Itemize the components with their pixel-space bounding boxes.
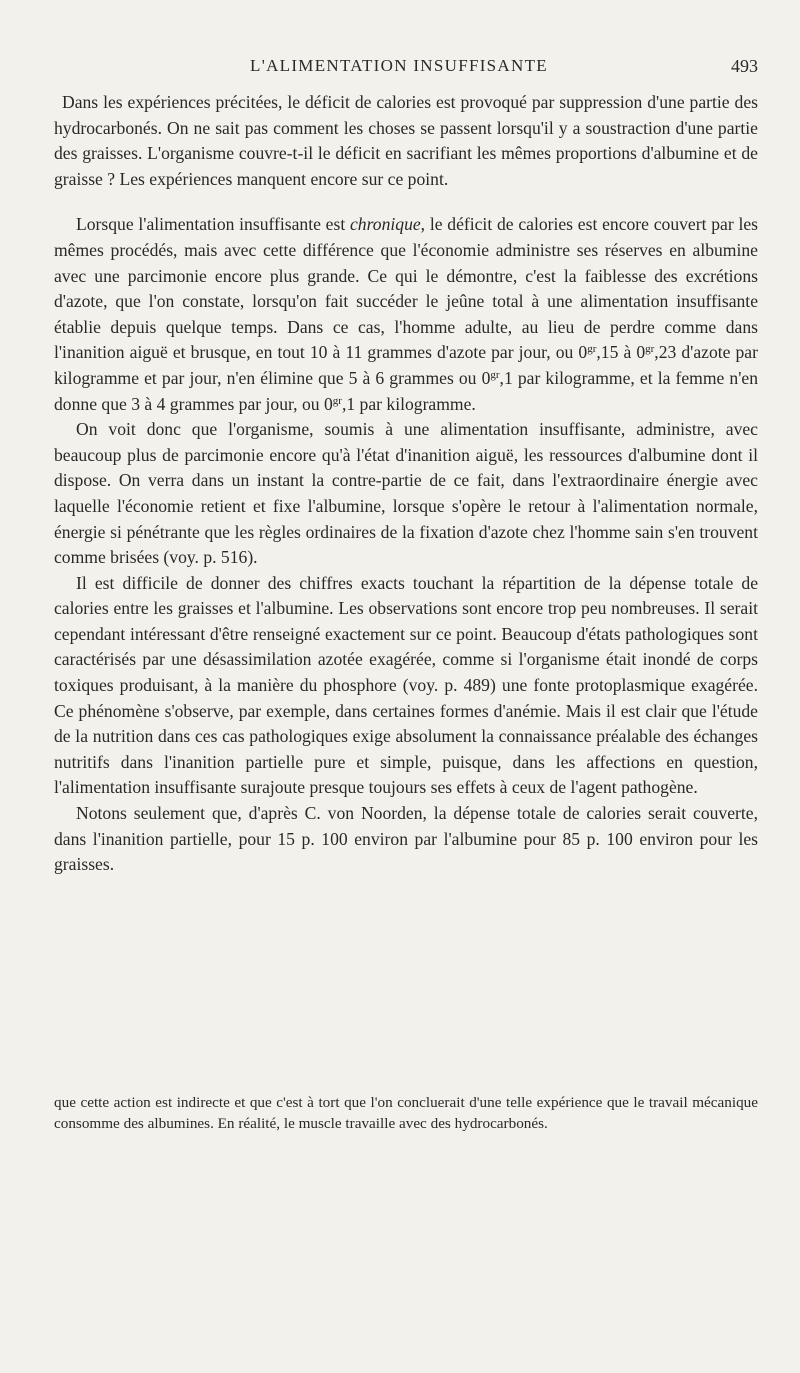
- main-text: [54, 90, 758, 878]
- page-number: 493: [731, 56, 758, 76]
- unit-superscript: gr: [645, 343, 655, 356]
- text-run: ,15 à 0: [596, 342, 646, 363]
- text-run: ,1 par kilogramme, et la femme n'en donne que 3 à 4 grammes par jour, ou 0: [54, 367, 759, 414]
- unit-superscript: gr: [490, 368, 500, 381]
- text-run: ,23 d'azote par kilogramme et par jour, n'en élimine que 5 à 6 grammes ou 0: [54, 342, 758, 388]
- emphasis: chronique: [349, 214, 421, 235]
- running-title: L'ALIMENTATION INSUFFISANTE: [250, 56, 548, 75]
- footnote: que cette action est indirecte et que c'est à tort que l'on concluerait d'une telle expérience que le travail mécanique consomme des albumines. En réalité, le muscle travaille avec des hydrocarbonés.: [54, 1094, 758, 1132]
- paragraph: Notons seulement que, d'après C. von Noorden, la dépense totale de calories serait couverte, dans l'inanition partielle, pour 15 p. 100 environ par l'albumine pour 85 p. 100 environ pour les graisses.: [54, 803, 758, 875]
- text-run: ,1 par kilogramme.: [341, 393, 476, 414]
- text-run: Lorsque l'alimentation insuffisante est: [76, 214, 350, 235]
- text-run: , le déficit de calories est encore couvert par les mêmes procédés, mais avec cette différence que l'économie administre ses réserves en albumine avec une parcimonie encore plus grande. Ce qui le démontre, c'est la faiblesse des excrétions d'azote, que l'on constate, lorsqu'on fait succéder le jeûne total à une alimentation insuffisante établie depuis quelque temps. Dans ce cas, l'homme adulte, au lieu de perdre comme dans l'inanition aiguë et brusque, en tout 10 à 11 grammes d'azote par jour, ou 0: [54, 214, 758, 363]
- unit-superscript: gr: [587, 343, 597, 356]
- page-header: [40, 56, 758, 82]
- paragraph: On voit donc que l'organisme, soumis à une alimentation insuffisante, administre, avec beaucoup plus de parcimonie encore qu'à l'état d'inanition aiguë, les ressources d'albumine dont il dispose. On verra dans un instant la contre-partie de ce fait, dans l'extraordinaire énergie avec laquelle l'économie retient et fixe l'albumine, lorsque s'opère le retour à l'alimentation normale, énergie si pénétrante que les règles ordinaires de la fixation d'azote chez l'homme sain s'en trouvent comme brisées (voy. p. 516).: [54, 419, 758, 568]
- paragraph: [54, 212, 758, 417]
- unit-superscript: gr: [332, 394, 342, 407]
- paragraph: Dans les expériences précitées, le déficit de calories est provoqué par suppression d'une partie des hydrocarbonés. On ne sait pas comment les choses se passent lorsqu'il y a soustraction d'une partie des graisses. L'organisme couvre-t-il le déficit en sacrifiant les mêmes proportions d'albumine et de graisse ? Les expériences manquent encore sur ce point.: [54, 92, 758, 189]
- paragraph: Il est difficile de donner des chiffres exacts touchant la répartition de la dépense totale de calories entre les graisses et l'albumine. Les observations sont encore trop peu nombreuses. Il serait cependant intéressant d'être renseigné exactement sur ce point. Beaucoup d'états pathologiques sont caractérisés par une désassimilation azotée exagérée, comme si l'organisme était inondé de corps toxiques produisant, à la manière du phosphore (voy. p. 489) une fonte protoplasmique exagérée. Ce phénomène s'observe, par exemple, dans certaines formes d'anémie. Mais il est clair que l'étude de la nutrition dans ces cas pathologiques exige absolument la connaissance préalable des échanges nutritifs dans l'inanition partielle pure et simple, puisque, dans les affections en question, l'alimentation insuffisante surajoute presque toujours ses effets à ceux de l'agent pathogène.: [54, 572, 758, 798]
